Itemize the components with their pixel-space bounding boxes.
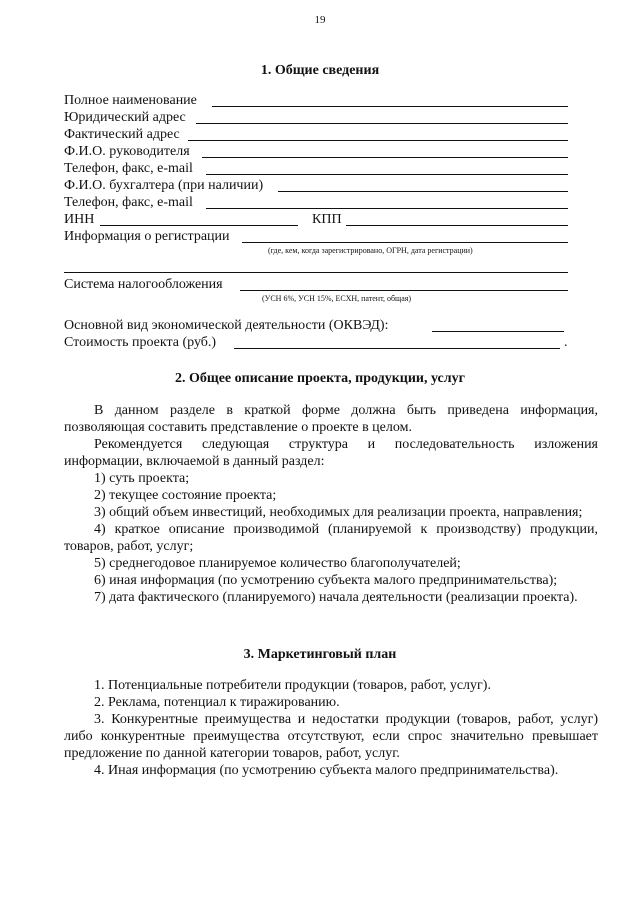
field-label-inn: ИНН — [64, 212, 95, 227]
section-2-item-2: 2) текущее состояние проекта; — [94, 488, 277, 503]
section-3-item-1: 1. Потенциальные потребители продукции (товаров, работ, услуг). — [94, 678, 491, 693]
field-label-registration: Информация о регистрации — [64, 229, 230, 244]
field-label-phone-1: Телефон, факс, e-mail — [64, 161, 193, 176]
field-line-accountant[interactable] — [278, 191, 568, 192]
field-line-inn[interactable] — [100, 225, 298, 226]
field-line-legal-address[interactable] — [196, 123, 568, 124]
section-2-structure: Рекомендуется следующая структура и последовательность изложения информации, включаемой в данный раздел: — [64, 437, 598, 469]
section-3-item-3: 3. Конкурентные преимущества и недостатки продукции (товаров, работ, услуг) либо конкурентные преимущества отсутствуют, если спрос значительно превышает предложение по данной категории товаров, работ, услуг. — [64, 712, 598, 761]
section-2-item-5: 5) среднегодовое планируемое количество благополучателей; — [94, 556, 461, 571]
field-line-phone-2[interactable] — [206, 208, 568, 209]
section-3-item-2: 2. Реклама, потенциал к тиражированию. — [94, 695, 340, 710]
field-label-full-name: Полное наименование — [64, 93, 197, 108]
section-2-item-3: 3) общий объем инвестиций, необходимых для реализации проекта, направления; — [94, 505, 583, 520]
field-line-full-name[interactable] — [212, 106, 568, 107]
section-2-item-6: 6) иная информация (по усмотрению субъекта малого предпринимательства); — [94, 573, 558, 588]
section-1-heading: 1. Общие сведения — [260, 63, 380, 78]
field-label-okved: Основной вид экономической деятельности (ОКВЭД): — [64, 318, 389, 333]
section-3-heading: 3. Маркетинговый план — [243, 647, 397, 662]
cost-end-dot: . — [564, 335, 568, 350]
field-label-phone-2: Телефон, факс, e-mail — [64, 195, 193, 210]
field-line-registration-2[interactable] — [64, 272, 568, 273]
field-label-legal-address: Юридический адрес — [64, 110, 186, 125]
field-line-tax-system[interactable] — [240, 290, 568, 291]
field-line-kpp[interactable] — [346, 225, 568, 226]
section-2-item-1: 1) суть проекта; — [94, 471, 190, 486]
field-line-cost[interactable] — [234, 348, 560, 349]
field-line-okved[interactable] — [432, 331, 564, 332]
field-label-accountant: Ф.И.О. бухгалтера (при наличии) — [64, 178, 264, 193]
registration-hint: (где, кем, когда зарегистрировано, ОГРН, дата регистрации) — [268, 246, 473, 255]
page-number: 19 — [314, 14, 326, 26]
field-label-cost: Стоимость проекта (руб.) — [64, 335, 217, 350]
section-2-body — [64, 402, 598, 606]
field-label-tax-system: Система налогообложения — [64, 277, 223, 292]
field-label-actual-address: Фактический адрес — [64, 127, 180, 142]
section-2-heading: 2. Общее описание проекта, продукции, услуг — [175, 371, 465, 386]
field-label-kpp: КПП — [312, 212, 342, 227]
tax-system-hint: (УСН 6%, УСН 15%, ЕСХН, патент, общая) — [262, 294, 412, 303]
section-3-item-4: 4. Иная информация (по усмотрению субъекта малого предпринимательства). — [94, 763, 559, 778]
field-line-director[interactable] — [202, 157, 568, 158]
section-2-item-7: 7) дата фактического (планируемого) начала деятельности (реализации проекта). — [94, 590, 578, 605]
section-2-item-4: 4) краткое описание производимой (планируемой к производству) продукции, товаров, работ, услуг; — [64, 522, 598, 554]
section-2-intro: В данном разделе в краткой форме должна быть приведена информация, позволяющая составить представление о проекте в целом. — [64, 403, 598, 435]
field-line-registration[interactable] — [242, 242, 568, 243]
field-line-actual-address[interactable] — [188, 140, 568, 141]
field-line-phone-1[interactable] — [206, 174, 568, 175]
field-label-director: Ф.И.О. руководителя — [64, 144, 190, 159]
section-3-body — [64, 677, 598, 779]
